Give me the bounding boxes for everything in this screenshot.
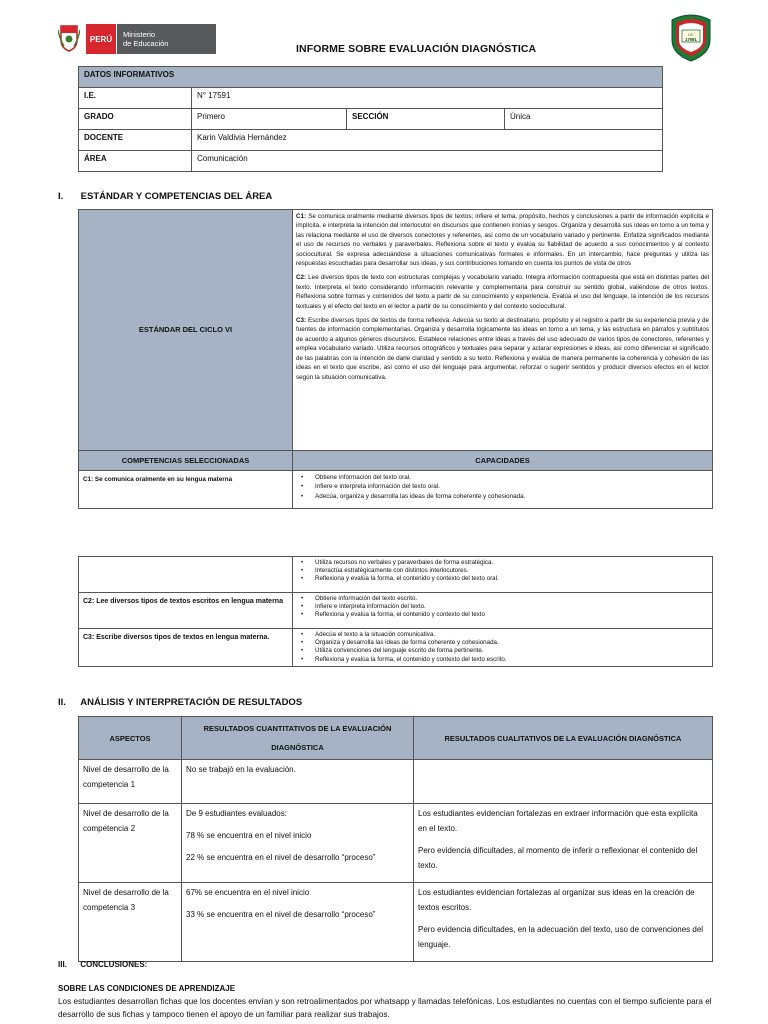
conclusiones-body: Los estudiantes desarrollan fichas que los docentes envían y son retroalimentados por whatsapp y llamadas telefónicas. Los estudiantes no cuentas con el tiempo suficiente para el desarrollo de sus fichas y tampoco tienen el apoyo de un familiar para realizar sus trabajos. (58, 997, 712, 1019)
ie-value: N° 17591 (192, 88, 663, 109)
list-item: • Obtiene información del texto escrito. (301, 595, 708, 603)
school-shield-icon (668, 12, 714, 62)
school-logo-number: 17591 (685, 37, 697, 42)
section-3-title: CONCLUSIONES: (80, 960, 148, 969)
area-label: ÁREA (79, 151, 192, 172)
cual-1 (414, 760, 713, 804)
estandar-label: ESTÁNDAR DEL CICLO VI (79, 210, 293, 451)
header-cualitativos: RESULTADOS CUALITATIVOS DE LA EVALUACIÓN DIAGNÓSTICA (414, 717, 713, 760)
ministry-brand-box (117, 24, 216, 54)
brand-country: PERÚ (89, 34, 113, 44)
list-item: • Reflexiona y evalúa la forma, el contenido y contexto del texto (301, 611, 708, 619)
datos-heading: DATOS INFORMATIVOS (79, 67, 663, 88)
ministry-line2: de Educación (123, 39, 169, 48)
conclusiones-section (58, 960, 718, 1021)
header-cuantitativos: RESULTADOS CUANTITATIVOS DE LA EVALUACIÓN DIAGNÓSTICA (182, 717, 414, 760)
list-item: • Reflexiona y evalúa la forma, el contenido y contexto del texto escrito. (301, 656, 708, 664)
section-1-title: ESTÁNDAR Y COMPETENCIAS DEL ÁREA (80, 191, 273, 202)
estandar-c1: C1: Se comunica oralmente mediante diversos tipos de textos; infiere el tema, propósito, hechos y conclusiones a partir de información explícita e implícita, e interpreta la intención del interlocutor en discursos que contienen ironías y sesgos. Organiza y desarrolla sus ideas en torno a un tema y las relaciona mediante el uso de diversos conectores y referentes, así como de un vocabulario variado y pertinente. Enfatiza significados mediante el uso de recursos no verbales y paraverbales. Reflexiona sobre el texto y evalúa su fiabilidad de acuerdo a sus conocimientos y al contexto sociocultural. Se expresa adecuándose a situaciones comunicativas formales e informales. En un intercambio, hace preguntas y utiliza las respuestas escuchadas para desarrollar sus ideas, y sus contribuciones tomando en cuenta los puntos de vista de otros (296, 213, 709, 268)
peru-coat-of-arms-icon (58, 24, 80, 52)
list-item: • Interactúa estratégicamente con distintos interlocutores. (301, 567, 708, 575)
datos-informativos-table (78, 66, 663, 172)
list-item: • Infiere e interpreta información del texto. (301, 603, 708, 611)
competencia-c2: C2: Lee diversos tipos de textos escritos en lengua materna (79, 593, 293, 629)
grado-value: Primero (192, 109, 347, 130)
header-aspectos: ASPECTOS (79, 717, 182, 760)
table-row (79, 883, 713, 962)
grado-label: GRADO (79, 109, 192, 130)
document-title: INFORME SOBRE EVALUACIÓN DIAGNÓSTICA (296, 43, 537, 55)
cuant-2: De 9 estudiantes evaluados: 78 % se encuentra en el nivel inicio 22 % se encuentra en el nivel de desarrollo “proceso” (182, 804, 414, 883)
aspecto-2: Nivel de desarrollo de la competencia 2 (79, 804, 182, 883)
list-item: • Infiere e interpreta información del texto oral. (301, 482, 708, 491)
competencia-c3: C3: Escribe diversos tipos de textos en lengua materna. (79, 629, 293, 667)
ministry-line1: Ministerio (123, 30, 156, 39)
competencia-c1: C1: Se comunica oralmente en su lengua materna (79, 471, 293, 509)
estandar-c2: C2: Lee diversos tipos de texto con estructuras complejas y vocabulario variado. Integra información contrapuesta que está en distintas partes del texto. Interpreta el texto considerando información relevante y complementaria para construir su sentido global, valiéndose de otros textos. Reflexiona sobre formas y contenidos del texto a partir de su conocimiento y experiencia. Evalúa el uso del lenguaje, la intención de los recursos textuales y el efecto del texto en el lector a partir de su conocimiento y del contexto sociocultural. (296, 274, 709, 310)
section-2-number: II. (58, 697, 66, 708)
list-item: • Utiliza convenciones del lenguaje escrito de forma pertinente. (301, 647, 708, 655)
competencias-header: COMPETENCIAS SELECCIONADAS (79, 451, 293, 471)
section-1-heading (58, 191, 272, 202)
resultados-table (78, 716, 713, 962)
capacidades-c2 (293, 593, 713, 629)
estandar-c3: C3: Escribe diversos tipos de textos de forma reflexiva. Adecúa su texto al destinatario, propósito y el registro a partir de su experiencia previa y de fuentes de información complementarias. Organiza y desarrolla lógicamente las ideas en torno a un tema, y las estructura en párrafos y subtítulos de acuerdo a algunos géneros discursivos. Establece relaciones entre ideas a través del uso adecuado de varios tipos de conectores, referentes y emplea vocabulario variado. Utiliza recursos ortográficos y textuales para separar y aclarar expresiones e ideas, así como diferenciar el significado de las palabras con la intención de darle claridad y sentido a su texto. Reflexiona y evalúa de manera permanente la coherencia y cohesión de las ideas en el texto que escribe, así como el uso del lenguaje para argumentar, reforzar o sugerir sentidos y producir diversos efectos en el lector según la situación comunicativa. (296, 317, 709, 381)
section-2-heading (58, 697, 302, 708)
document-header (0, 0, 768, 66)
table-row (79, 804, 713, 883)
competencia-c1-cont (79, 557, 293, 593)
capacidades-header: CAPACIDADES (293, 451, 713, 471)
cual-2: Los estudiantes evidencian fortalezas en extraer información que esta explícita en el texto. Pero evidencia dificultades, al momento de inferir o reflexionar el contenido del texto. (414, 804, 713, 883)
conclusiones-subtitle: SOBRE LAS CONDICIONES DE APRENDIZAJE (58, 984, 236, 993)
docente-value: Karin Valdivia Hernández (192, 130, 663, 151)
school-logo-label: I.E. (687, 32, 695, 37)
docente-label: DOCENTE (79, 130, 192, 151)
seccion-label: SECCIÓN (347, 109, 505, 130)
aspecto-1: Nivel de desarrollo de la competencia 1 (79, 760, 182, 804)
list-item: • Adecúa, organiza y desarrolla las ideas de forma coherente y cohesionada. (301, 492, 708, 501)
capacidades-c3 (293, 629, 713, 667)
area-value: Comunicación (192, 151, 663, 172)
list-item: • Organiza y desarrolla las ideas de forma coherente y cohesionada. (301, 639, 708, 647)
estandar-text (293, 210, 713, 451)
cuant-1: No se trabajó en la evaluación. (182, 760, 414, 804)
list-item: • Obtiene información del texto oral. (301, 473, 708, 482)
capacidades-c1-b (293, 557, 713, 593)
competencias-continuation-table (78, 556, 713, 667)
seccion-value: Única (505, 109, 663, 130)
section-3-heading (58, 960, 718, 969)
section-3-number: III. (58, 960, 67, 969)
list-item: • Adecúa el texto a la situación comunicativa. (301, 631, 708, 639)
peru-brand-box (86, 24, 116, 54)
cuant-3: 67% se encuentra en el nivel inicio 33 % se encuentra en el nivel de desarrollo “proceso” (182, 883, 414, 962)
aspecto-3: Nivel de desarrollo de la competencia 3 (79, 883, 182, 962)
section-1-number: I. (58, 191, 64, 202)
section-2-title: ANÁLISIS Y INTERPRETACIÓN DE RESULTADOS (80, 697, 303, 708)
list-item: • Reflexiona y evalúa la forma, el contenido y contexto del texto oral. (301, 575, 708, 583)
list-item: • Utiliza recursos no verbales y paraverbales de forma estratégica. (301, 559, 708, 567)
ie-label: I.E. (79, 88, 192, 109)
capacidades-c1-a (293, 471, 713, 509)
table-row (79, 760, 713, 804)
estandar-competencias-table (78, 209, 713, 509)
cual-3: Los estudiantes evidencian fortalezas al organizar sus ideas en la creación de textos escritos. Pero evidencia dificultades, en la adecuación del texto, uso de convenciones del lenguaje. (414, 883, 713, 962)
